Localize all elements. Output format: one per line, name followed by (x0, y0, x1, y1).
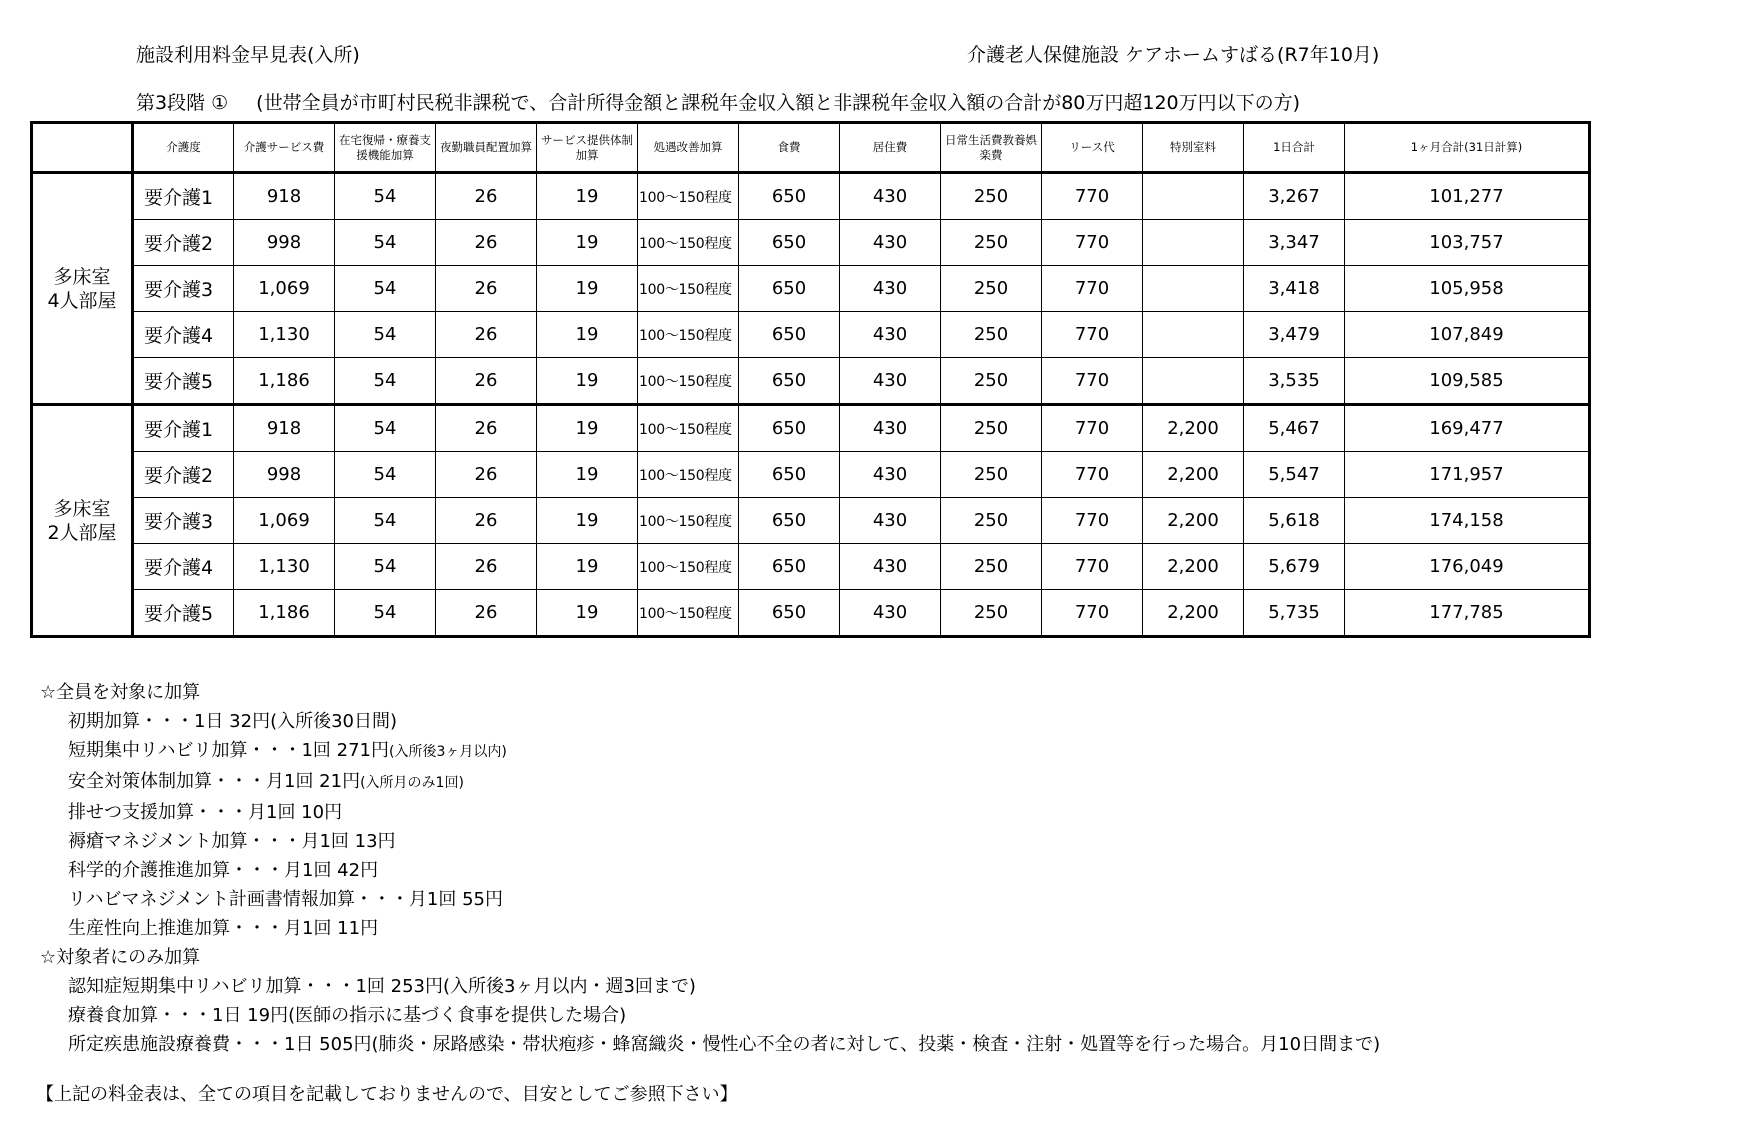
fee-cell: 3,267 (1244, 173, 1345, 220)
fee-cell: 770 (1042, 544, 1143, 590)
fee-cell: 26 (436, 220, 537, 266)
table-row (32, 452, 1590, 498)
fee-cell: 650 (739, 405, 840, 452)
header-row (32, 123, 1590, 173)
fee-cell: 54 (335, 312, 436, 358)
note-item (68, 798, 1380, 827)
fee-cell: 5,547 (1244, 452, 1345, 498)
fee-cell: 770 (1042, 173, 1143, 220)
fee-cell: 19 (537, 312, 638, 358)
fee-cell: 100～150程度 (638, 405, 739, 452)
fee-cell: 100～150程度 (638, 266, 739, 312)
column-header: サービス提供体制加算 (537, 123, 638, 173)
room-type-cell: 多床室 4人部屋 (32, 173, 133, 405)
fee-cell: 430 (840, 498, 941, 544)
fee-cell: 19 (537, 173, 638, 220)
fee-cell: 54 (335, 544, 436, 590)
fee-cell: 3,479 (1244, 312, 1345, 358)
care-level-cell: 要介護1 (133, 173, 234, 220)
care-level-cell: 要介護2 (133, 220, 234, 266)
table-row (32, 358, 1590, 405)
fee-cell: 250 (941, 266, 1042, 312)
fee-cell: 430 (840, 220, 941, 266)
fee-cell: 3,535 (1244, 358, 1345, 405)
fee-cell: 19 (537, 544, 638, 590)
fee-cell: 100～150程度 (638, 220, 739, 266)
fee-cell: 169,477 (1345, 405, 1590, 452)
fee-cell: 26 (436, 590, 537, 637)
column-header: 夜勤職員配置加算 (436, 123, 537, 173)
fee-cell: 103,757 (1345, 220, 1590, 266)
notes-target-heading: ☆対象者にのみ加算 (40, 947, 201, 968)
note-subtext: (入所月のみ1回) (360, 775, 464, 791)
notes-all-list (40, 707, 1380, 943)
fee-cell: 250 (941, 405, 1042, 452)
column-header: 介護サービス費 (234, 123, 335, 173)
fee-cell: 26 (436, 452, 537, 498)
fee-cell: 1,130 (234, 312, 335, 358)
table-row (32, 405, 1590, 452)
column-header: 食費 (739, 123, 840, 173)
note-text: 所定疾患施設療養費・・・1日 505円(肺炎・尿路感染・帯状疱疹・蜂窩織炎・慢性心不全の者に対して、投薬・検査・注射・処置等を行った場合。月10日間まで) (68, 1034, 1381, 1055)
fee-cell: 101,277 (1345, 173, 1590, 220)
fee-cell: 770 (1042, 220, 1143, 266)
note-item (68, 1030, 1380, 1059)
fee-cell: 100～150程度 (638, 358, 739, 405)
notes-target-list (40, 972, 1380, 1059)
fee-cell: 650 (739, 452, 840, 498)
fee-cell: 54 (335, 358, 436, 405)
fee-cell: 109,585 (1345, 358, 1590, 405)
fee-cell: 26 (436, 498, 537, 544)
stage-line (136, 88, 1300, 115)
fee-cell: 430 (840, 544, 941, 590)
fee-cell: 2,200 (1143, 590, 1244, 637)
column-header: 在宅復帰・療養支援機能加算 (335, 123, 436, 173)
fee-cell: 174,158 (1345, 498, 1590, 544)
fee-cell: 177,785 (1345, 590, 1590, 637)
stage-condition: (世帯全員が市町村民税非課税で、合計所得金額と課税年金収入額と非課税年金収入額の合計が80万円超120万円以下の方) (256, 92, 1301, 114)
table-row (32, 173, 1590, 220)
fee-cell: 19 (537, 358, 638, 405)
fee-cell: 650 (739, 220, 840, 266)
note-item (68, 914, 1380, 943)
care-level-cell: 要介護4 (133, 544, 234, 590)
fee-cell: 54 (335, 498, 436, 544)
fee-cell: 1,069 (234, 266, 335, 312)
fee-cell: 26 (436, 266, 537, 312)
fee-cell: 54 (335, 405, 436, 452)
note-item (68, 736, 1380, 767)
fee-cell: 26 (436, 173, 537, 220)
fee-cell: 3,347 (1244, 220, 1345, 266)
note-item (68, 972, 1380, 1001)
fee-cell: 1,186 (234, 358, 335, 405)
note-item (68, 1001, 1380, 1030)
fee-cell: 250 (941, 544, 1042, 590)
fee-cell: 100～150程度 (638, 452, 739, 498)
fee-cell: 430 (840, 452, 941, 498)
fee-cell: 54 (335, 220, 436, 266)
note-item (68, 767, 1380, 798)
fee-cell: 54 (335, 266, 436, 312)
facility-name: 介護老人保健施設 ケアホームすばる(R7年10月) (967, 44, 1380, 66)
table-row (32, 544, 1590, 590)
fee-cell: 100～150程度 (638, 590, 739, 637)
care-level-cell: 要介護5 (133, 358, 234, 405)
fee-cell: 2,200 (1143, 498, 1244, 544)
fee-cell: 2,200 (1143, 405, 1244, 452)
fee-cell: 430 (840, 266, 941, 312)
fee-cell (1143, 266, 1244, 312)
fee-cell: 918 (234, 173, 335, 220)
care-level-cell: 要介護4 (133, 312, 234, 358)
fee-cell: 250 (941, 220, 1042, 266)
fee-cell: 650 (739, 173, 840, 220)
notes-section (40, 678, 1380, 1059)
fee-cell: 250 (941, 173, 1042, 220)
fee-cell: 430 (840, 173, 941, 220)
fee-cell: 650 (739, 266, 840, 312)
fee-cell: 918 (234, 405, 335, 452)
care-level-cell: 要介護1 (133, 405, 234, 452)
fee-cell: 100～150程度 (638, 312, 739, 358)
fee-cell: 54 (335, 452, 436, 498)
fee-cell: 2,200 (1143, 544, 1244, 590)
fee-cell: 5,618 (1244, 498, 1345, 544)
fee-cell: 54 (335, 590, 436, 637)
fee-cell: 430 (840, 590, 941, 637)
fee-cell: 5,679 (1244, 544, 1345, 590)
note-text: 初期加算・・・1日 32円(入所後30日間) (68, 711, 398, 732)
fee-cell: 100～150程度 (638, 498, 739, 544)
footer-note: 【上記の料金表は、全ての項目を記載しておりませんので、目安としてご参照下さい】 (36, 1084, 738, 1105)
fee-cell: 770 (1042, 266, 1143, 312)
room-type-cell: 多床室 2人部屋 (32, 405, 133, 637)
stage-label: 第3段階 ① (136, 92, 229, 114)
notes-all-heading: ☆全員を対象に加算 (40, 682, 201, 703)
note-text: 療養食加算・・・1日 19円(医師の指示に基づく食事を提供した場合) (68, 1005, 627, 1026)
fee-cell: 100～150程度 (638, 173, 739, 220)
fee-cell: 770 (1042, 590, 1143, 637)
fee-cell: 770 (1042, 358, 1143, 405)
note-text: 認知症短期集中リハビリ加算・・・1回 253円(入所後3ヶ月以内・週3回まで) (68, 976, 696, 997)
table-row (32, 220, 1590, 266)
fee-cell: 5,735 (1244, 590, 1345, 637)
fee-cell: 19 (537, 452, 638, 498)
care-level-cell: 要介護3 (133, 266, 234, 312)
fee-cell: 2,200 (1143, 452, 1244, 498)
fee-cell: 176,049 (1345, 544, 1590, 590)
fee-cell: 250 (941, 590, 1042, 637)
fee-cell: 26 (436, 544, 537, 590)
fee-cell: 998 (234, 220, 335, 266)
care-level-cell: 要介護5 (133, 590, 234, 637)
page-title: 施設利用料金早見表(入所) (136, 44, 360, 66)
fee-cell (1143, 173, 1244, 220)
note-item (68, 707, 1380, 736)
note-text: 短期集中リハビリ加算・・・1回 271円 (68, 740, 389, 761)
fee-cell: 250 (941, 358, 1042, 405)
column-header: リース代 (1042, 123, 1143, 173)
fee-cell: 26 (436, 405, 537, 452)
fee-cell: 250 (941, 312, 1042, 358)
column-header: 1ヶ月合計(31日計算) (1345, 123, 1590, 173)
fee-cell: 998 (234, 452, 335, 498)
note-text: 安全対策体制加算・・・月1回 21円 (68, 771, 361, 792)
table-row (32, 590, 1590, 637)
note-text: 科学的介護推進加算・・・月1回 42円 (68, 860, 379, 881)
note-text: リハビマネジメント計画書情報加算・・・月1回 55円 (68, 889, 503, 910)
note-subtext: (入所後3ヶ月以内) (389, 744, 507, 760)
note-item (68, 827, 1380, 856)
fee-cell (1143, 220, 1244, 266)
fee-cell: 650 (739, 358, 840, 405)
table-row (32, 266, 1590, 312)
fee-cell: 5,467 (1244, 405, 1345, 452)
table-row (32, 498, 1590, 544)
fee-cell: 26 (436, 358, 537, 405)
fee-cell: 1,130 (234, 544, 335, 590)
fee-cell: 770 (1042, 452, 1143, 498)
fee-cell: 650 (739, 590, 840, 637)
note-text: 排せつ支援加算・・・月1回 10円 (68, 802, 343, 823)
fee-cell: 650 (739, 498, 840, 544)
fee-cell: 3,418 (1244, 266, 1345, 312)
care-level-cell: 要介護2 (133, 452, 234, 498)
note-text: 褥瘡マネジメント加算・・・月1回 13円 (68, 831, 396, 852)
fee-cell: 19 (537, 590, 638, 637)
fee-cell: 770 (1042, 405, 1143, 452)
fee-cell: 1,069 (234, 498, 335, 544)
fee-cell: 650 (739, 544, 840, 590)
fee-cell: 250 (941, 498, 1042, 544)
fee-cell: 100～150程度 (638, 544, 739, 590)
room-group (32, 405, 1590, 637)
column-header: 1日合計 (1244, 123, 1345, 173)
care-level-cell: 要介護3 (133, 498, 234, 544)
fee-cell: 19 (537, 266, 638, 312)
fee-cell: 54 (335, 173, 436, 220)
fee-cell: 770 (1042, 498, 1143, 544)
table-row (32, 312, 1590, 358)
fee-cell: 105,958 (1345, 266, 1590, 312)
column-header: 日常生活費教養娯楽費 (941, 123, 1042, 173)
column-header: 処遇改善加算 (638, 123, 739, 173)
fee-cell: 430 (840, 405, 941, 452)
fee-cell: 26 (436, 312, 537, 358)
fee-cell (1143, 358, 1244, 405)
fee-cell: 650 (739, 312, 840, 358)
fee-cell: 770 (1042, 312, 1143, 358)
fee-cell: 107,849 (1345, 312, 1590, 358)
fee-cell (1143, 312, 1244, 358)
fee-cell: 1,186 (234, 590, 335, 637)
fee-cell: 19 (537, 405, 638, 452)
room-group (32, 173, 1590, 405)
fee-table (30, 121, 1591, 638)
note-text: 生産性向上推進加算・・・月1回 11円 (68, 918, 379, 939)
fee-cell: 19 (537, 498, 638, 544)
fee-cell: 19 (537, 220, 638, 266)
column-header: 居住費 (840, 123, 941, 173)
fee-cell: 171,957 (1345, 452, 1590, 498)
fee-cell: 250 (941, 452, 1042, 498)
fee-cell: 430 (840, 312, 941, 358)
column-header: 介護度 (133, 123, 234, 173)
fee-cell: 430 (840, 358, 941, 405)
note-item (68, 856, 1380, 885)
note-item (68, 885, 1380, 914)
room-header-cell (32, 123, 133, 173)
column-header: 特別室料 (1143, 123, 1244, 173)
